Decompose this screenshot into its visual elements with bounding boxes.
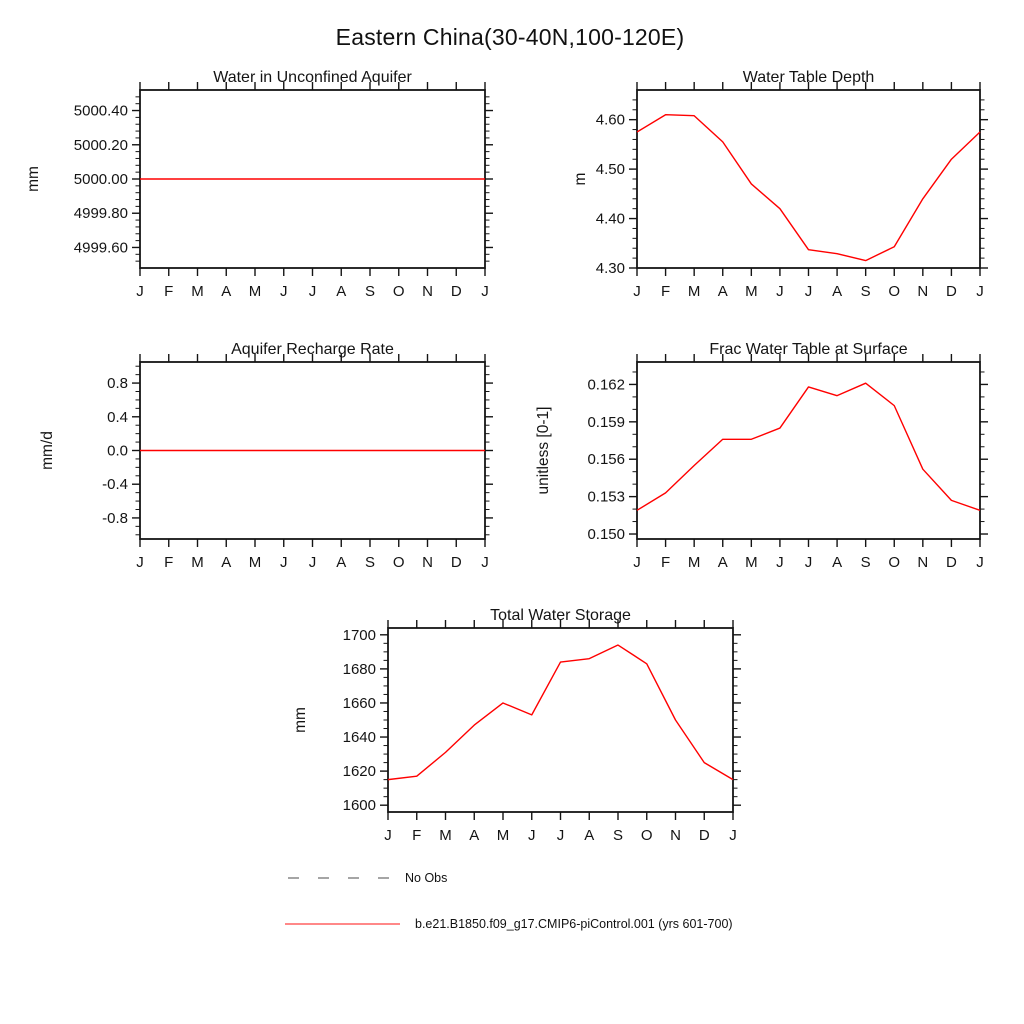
series-line	[388, 645, 733, 780]
x-tick-label: J	[976, 283, 984, 300]
x-tick-label: D	[450, 554, 462, 571]
legend-label-model-run: b.e21.B1850.f09_g17.CMIP6-piControl.001 (yrs 601-700)	[415, 917, 733, 931]
y-tick-label: 0.4	[107, 408, 128, 426]
chart-title: Aquifer Recharge Rate	[231, 341, 394, 358]
x-tick-label: A	[336, 283, 347, 300]
x-tick-label: A	[584, 827, 595, 844]
x-tick-label: N	[422, 283, 433, 300]
x-tick-label: M	[496, 827, 510, 844]
chart-total-water-storage	[292, 607, 741, 844]
x-tick-label: A	[221, 554, 232, 571]
y-tick-label: 0.8	[107, 375, 128, 393]
x-tick-label: M	[687, 283, 701, 300]
y-tick-label: 5000.20	[73, 136, 128, 154]
y-tick-label: 0.156	[587, 451, 625, 469]
x-tick-label: M	[191, 554, 204, 571]
y-tick-label: 0.153	[587, 488, 625, 506]
x-tick-label: J	[481, 283, 489, 300]
x-tick-label: S	[364, 283, 376, 300]
legend-item-model-run	[285, 917, 733, 931]
y-tick-label: 1700	[342, 626, 376, 644]
x-tick-label: J	[804, 283, 813, 300]
x-tick-label: A	[717, 283, 728, 300]
x-tick-label: D	[698, 827, 710, 844]
y-axis-label: mm	[292, 707, 309, 733]
y-axis-label: unitless [0-1]	[535, 406, 552, 495]
y-tick-label: 5000.40	[73, 102, 128, 120]
x-tick-label: F	[660, 283, 671, 300]
model-solid-line-swatch	[285, 918, 401, 930]
x-tick-label: J	[308, 554, 317, 571]
x-tick-label: M	[745, 554, 758, 571]
x-tick-label: J	[481, 554, 489, 571]
x-tick-label: S	[364, 554, 376, 571]
y-tick-label: 0.150	[587, 526, 625, 544]
x-tick-label: N	[670, 827, 681, 844]
plot-border	[388, 628, 733, 812]
y-axis-label: mm/d	[39, 431, 56, 470]
x-tick-label: S	[612, 827, 624, 844]
chart-title: Water Table Depth	[742, 69, 875, 86]
x-tick-label: M	[439, 827, 452, 844]
chart-title: Frac Water Table at Surface	[709, 341, 908, 358]
x-tick-label: J	[528, 827, 536, 844]
x-tick-label: F	[164, 554, 174, 571]
x-tick-label: M	[191, 283, 204, 300]
y-tick-label: 1620	[342, 763, 376, 781]
x-tick-label: A	[832, 554, 843, 571]
x-tick-label: J	[280, 283, 288, 300]
x-tick-label: J	[776, 283, 784, 300]
x-tick-label: F	[660, 554, 671, 571]
chart-title: Total Water Storage	[490, 607, 631, 624]
y-axis-label: m	[572, 172, 589, 186]
x-tick-label: O	[392, 283, 405, 300]
figure-title: Eastern China(30-40N,100-120E)	[335, 24, 685, 50]
y-tick-label: -0.8	[102, 509, 128, 527]
y-tick-label: 4.60	[595, 111, 625, 129]
no-obs-dashed-line-swatch	[287, 872, 391, 884]
chart-frac-water-table-at-surface	[535, 341, 988, 571]
y-tick-label: 1660	[342, 694, 376, 712]
y-tick-label: 4.40	[595, 210, 625, 228]
y-tick-label: 4.50	[595, 161, 625, 179]
x-tick-label: J	[280, 554, 288, 571]
x-tick-label: N	[917, 554, 929, 571]
x-tick-label: O	[640, 827, 653, 844]
y-tick-label: 1640	[342, 729, 376, 747]
series-line	[637, 115, 980, 261]
y-tick-label: 1680	[342, 660, 376, 678]
x-tick-label: J	[976, 554, 984, 571]
x-tick-label: J	[776, 554, 784, 571]
x-tick-label: A	[221, 283, 232, 300]
x-tick-label: J	[136, 283, 144, 300]
x-tick-label: F	[412, 827, 422, 844]
x-tick-label: S	[860, 283, 871, 300]
y-tick-label: 4999.80	[73, 205, 128, 223]
plot-border	[637, 362, 980, 539]
y-tick-label: 4999.60	[73, 239, 128, 257]
y-axis-label: mm	[25, 166, 42, 192]
y-tick-label: 1600	[342, 797, 376, 815]
x-tick-label: S	[860, 554, 871, 571]
chart-water-in-unconfined-aquifer	[25, 69, 493, 300]
x-tick-label: D	[945, 283, 957, 300]
x-tick-label: O	[392, 554, 405, 571]
legend-item-no-obs	[287, 871, 447, 885]
x-tick-label: A	[717, 554, 728, 571]
series-line	[637, 383, 980, 510]
plot-border	[637, 90, 980, 268]
x-tick-label: J	[308, 283, 317, 300]
x-tick-label: M	[248, 554, 262, 571]
y-tick-label: 0.0	[107, 442, 128, 460]
x-tick-label: A	[469, 827, 480, 844]
x-tick-label: D	[945, 554, 957, 571]
chart-aquifer-recharge-rate	[39, 341, 493, 571]
x-tick-label: D	[450, 283, 462, 300]
x-tick-label: N	[422, 554, 433, 571]
x-tick-label: J	[384, 827, 392, 844]
x-tick-label: O	[888, 283, 901, 300]
x-tick-label: J	[556, 827, 565, 844]
y-tick-label: 0.159	[587, 413, 625, 431]
x-tick-label: A	[336, 554, 347, 571]
y-tick-label: -0.4	[102, 476, 128, 494]
x-tick-label: J	[804, 554, 813, 571]
y-tick-label: 0.162	[587, 376, 625, 394]
x-tick-label: M	[745, 283, 758, 300]
chart-title: Water in Unconfined Aquifer	[213, 69, 412, 86]
x-tick-label: M	[687, 554, 701, 571]
legend-label-no-obs: No Obs	[405, 871, 448, 885]
x-tick-label: M	[248, 283, 262, 300]
x-tick-label: N	[917, 283, 929, 300]
x-tick-label: J	[136, 554, 144, 571]
x-tick-label: F	[164, 283, 174, 300]
x-tick-label: O	[888, 554, 901, 571]
y-tick-label: 5000.00	[73, 171, 128, 188]
x-tick-label: J	[633, 554, 641, 571]
chart-water-table-depth	[572, 69, 988, 300]
x-tick-label: A	[832, 283, 843, 300]
y-tick-label: 4.30	[595, 260, 625, 277]
x-tick-label: J	[729, 827, 737, 844]
x-tick-label: J	[633, 283, 641, 300]
